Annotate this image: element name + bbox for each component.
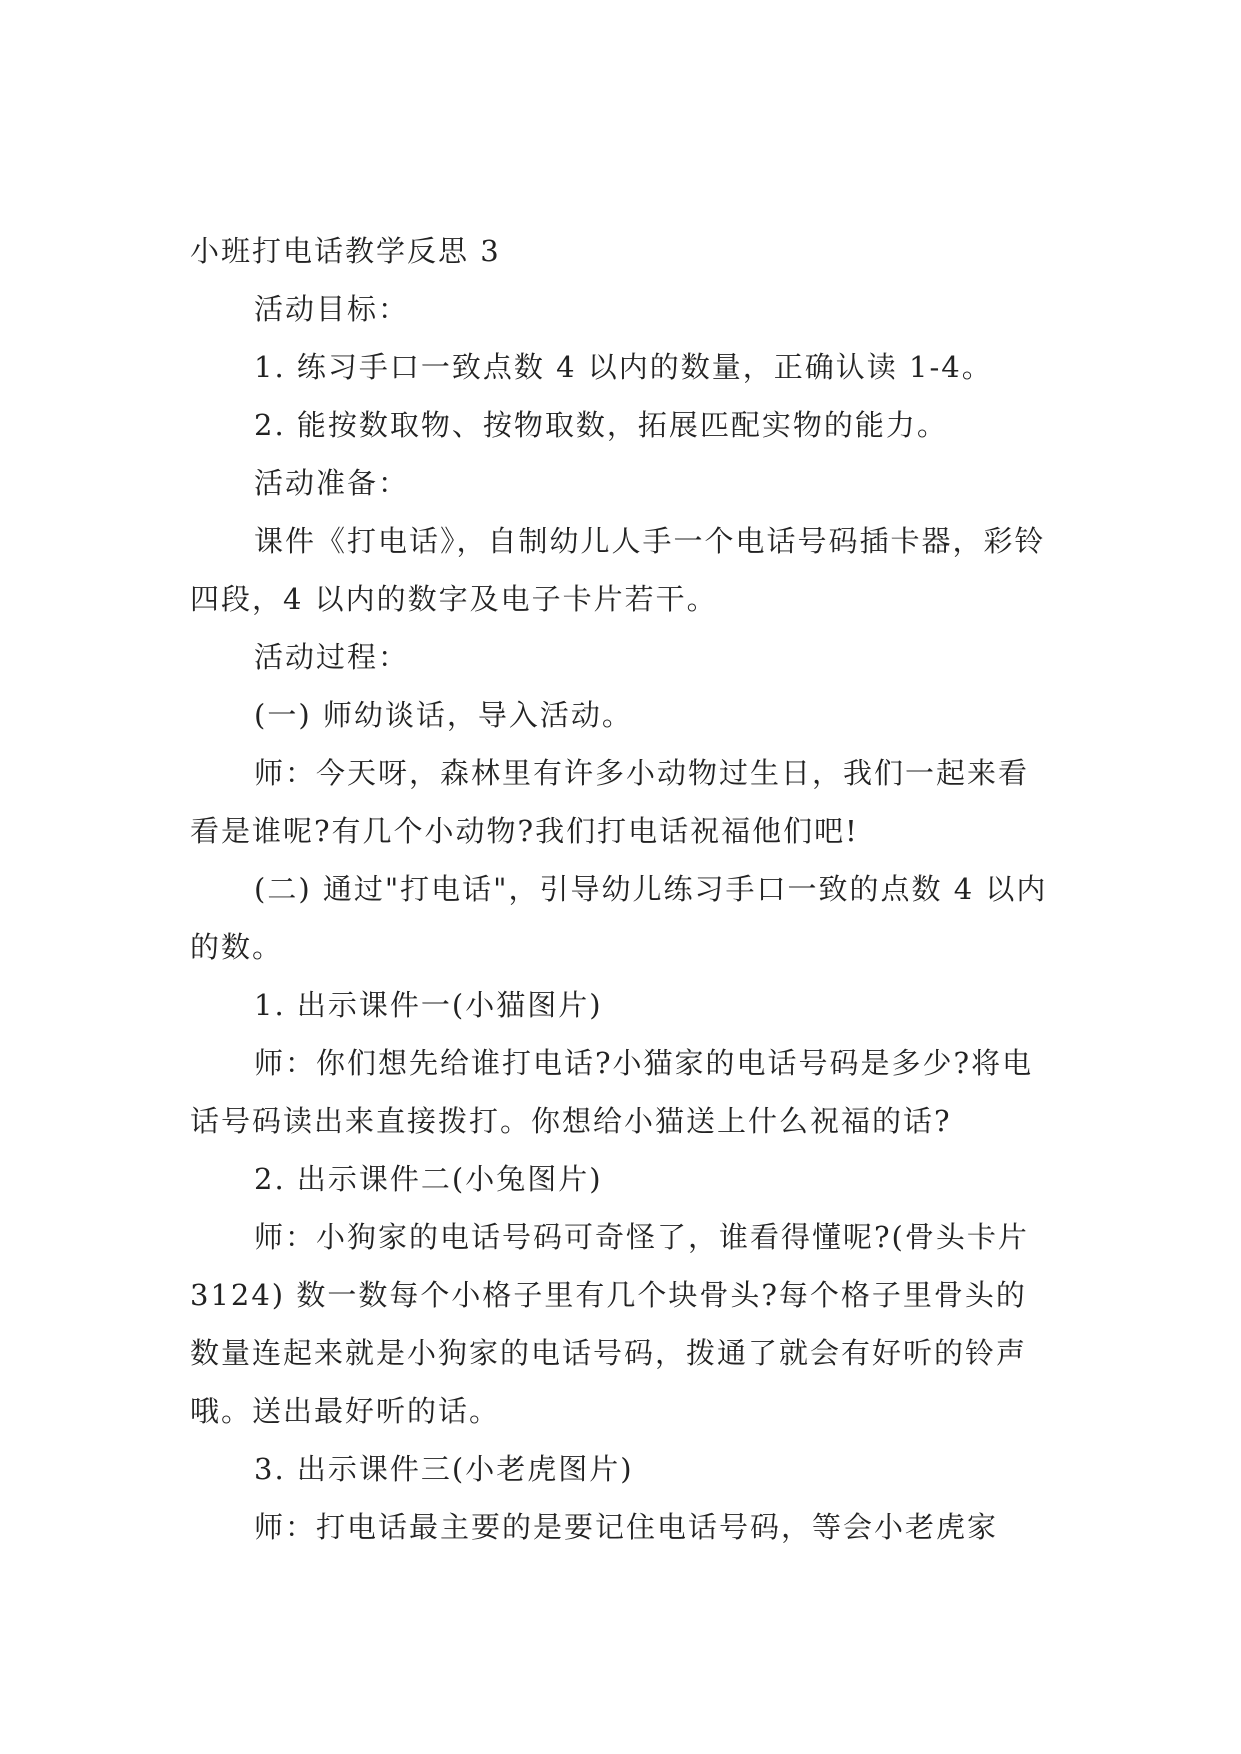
section-heading-goals: 活动目标： xyxy=(254,292,410,326)
courseware-item-2: 2. 出示课件二(小兔图片) xyxy=(254,1162,603,1196)
goal-item-1: 1. 练习手口一致点数 4 以内的数量，正确认读 1-4。 xyxy=(254,350,993,384)
teacher-dialogue-4: 师：打电话最主要的是要记住电话号码，等会小老虎家 xyxy=(254,1510,999,1544)
goal-item-2: 2. 能按数取物、按物取数，拓展匹配实物的能力。 xyxy=(254,408,948,442)
process-step-1: (一) 师幼谈话，导入活动。 xyxy=(254,698,633,732)
section-heading-process: 活动过程： xyxy=(254,640,410,674)
document-body xyxy=(190,222,1052,1556)
process-step-2: (二) 通过"打电话"，引导幼儿练习手口一致的点数 4 以内的数。 xyxy=(190,872,1048,964)
preparation-text: 课件《打电话》，自制幼儿人手一个电话号码插卡器，彩铃四段，4 以内的数字及电子卡片若干。 xyxy=(190,524,1046,616)
courseware-item-1: 1. 出示课件一(小猫图片) xyxy=(254,988,603,1022)
teacher-dialogue-2: 师：你们想先给谁打电话?小猫家的电话号码是多少?将电话号码读出来直接拨打。你想给小猫送上什么祝福的话? xyxy=(190,1046,1034,1138)
teacher-dialogue-3: 师：小狗家的电话号码可奇怪了，谁看得懂呢?(骨头卡片 3124) 数一数每个小格子里有几个块骨头?每个格子里骨头的数量连起来就是小狗家的电话号码，拨通了就会有好听的铃声哦。送出最好听的话。 xyxy=(190,1220,1029,1428)
section-heading-preparation: 活动准备： xyxy=(254,466,410,500)
document-title: 小班打电话教学反思 3 xyxy=(190,234,501,268)
courseware-item-3: 3. 出示课件三(小老虎图片) xyxy=(254,1452,634,1486)
teacher-dialogue-1: 师：今天呀，森林里有许多小动物过生日，我们一起来看看是谁呢?有几个小动物?我们打电话祝福他们吧! xyxy=(190,756,1030,848)
